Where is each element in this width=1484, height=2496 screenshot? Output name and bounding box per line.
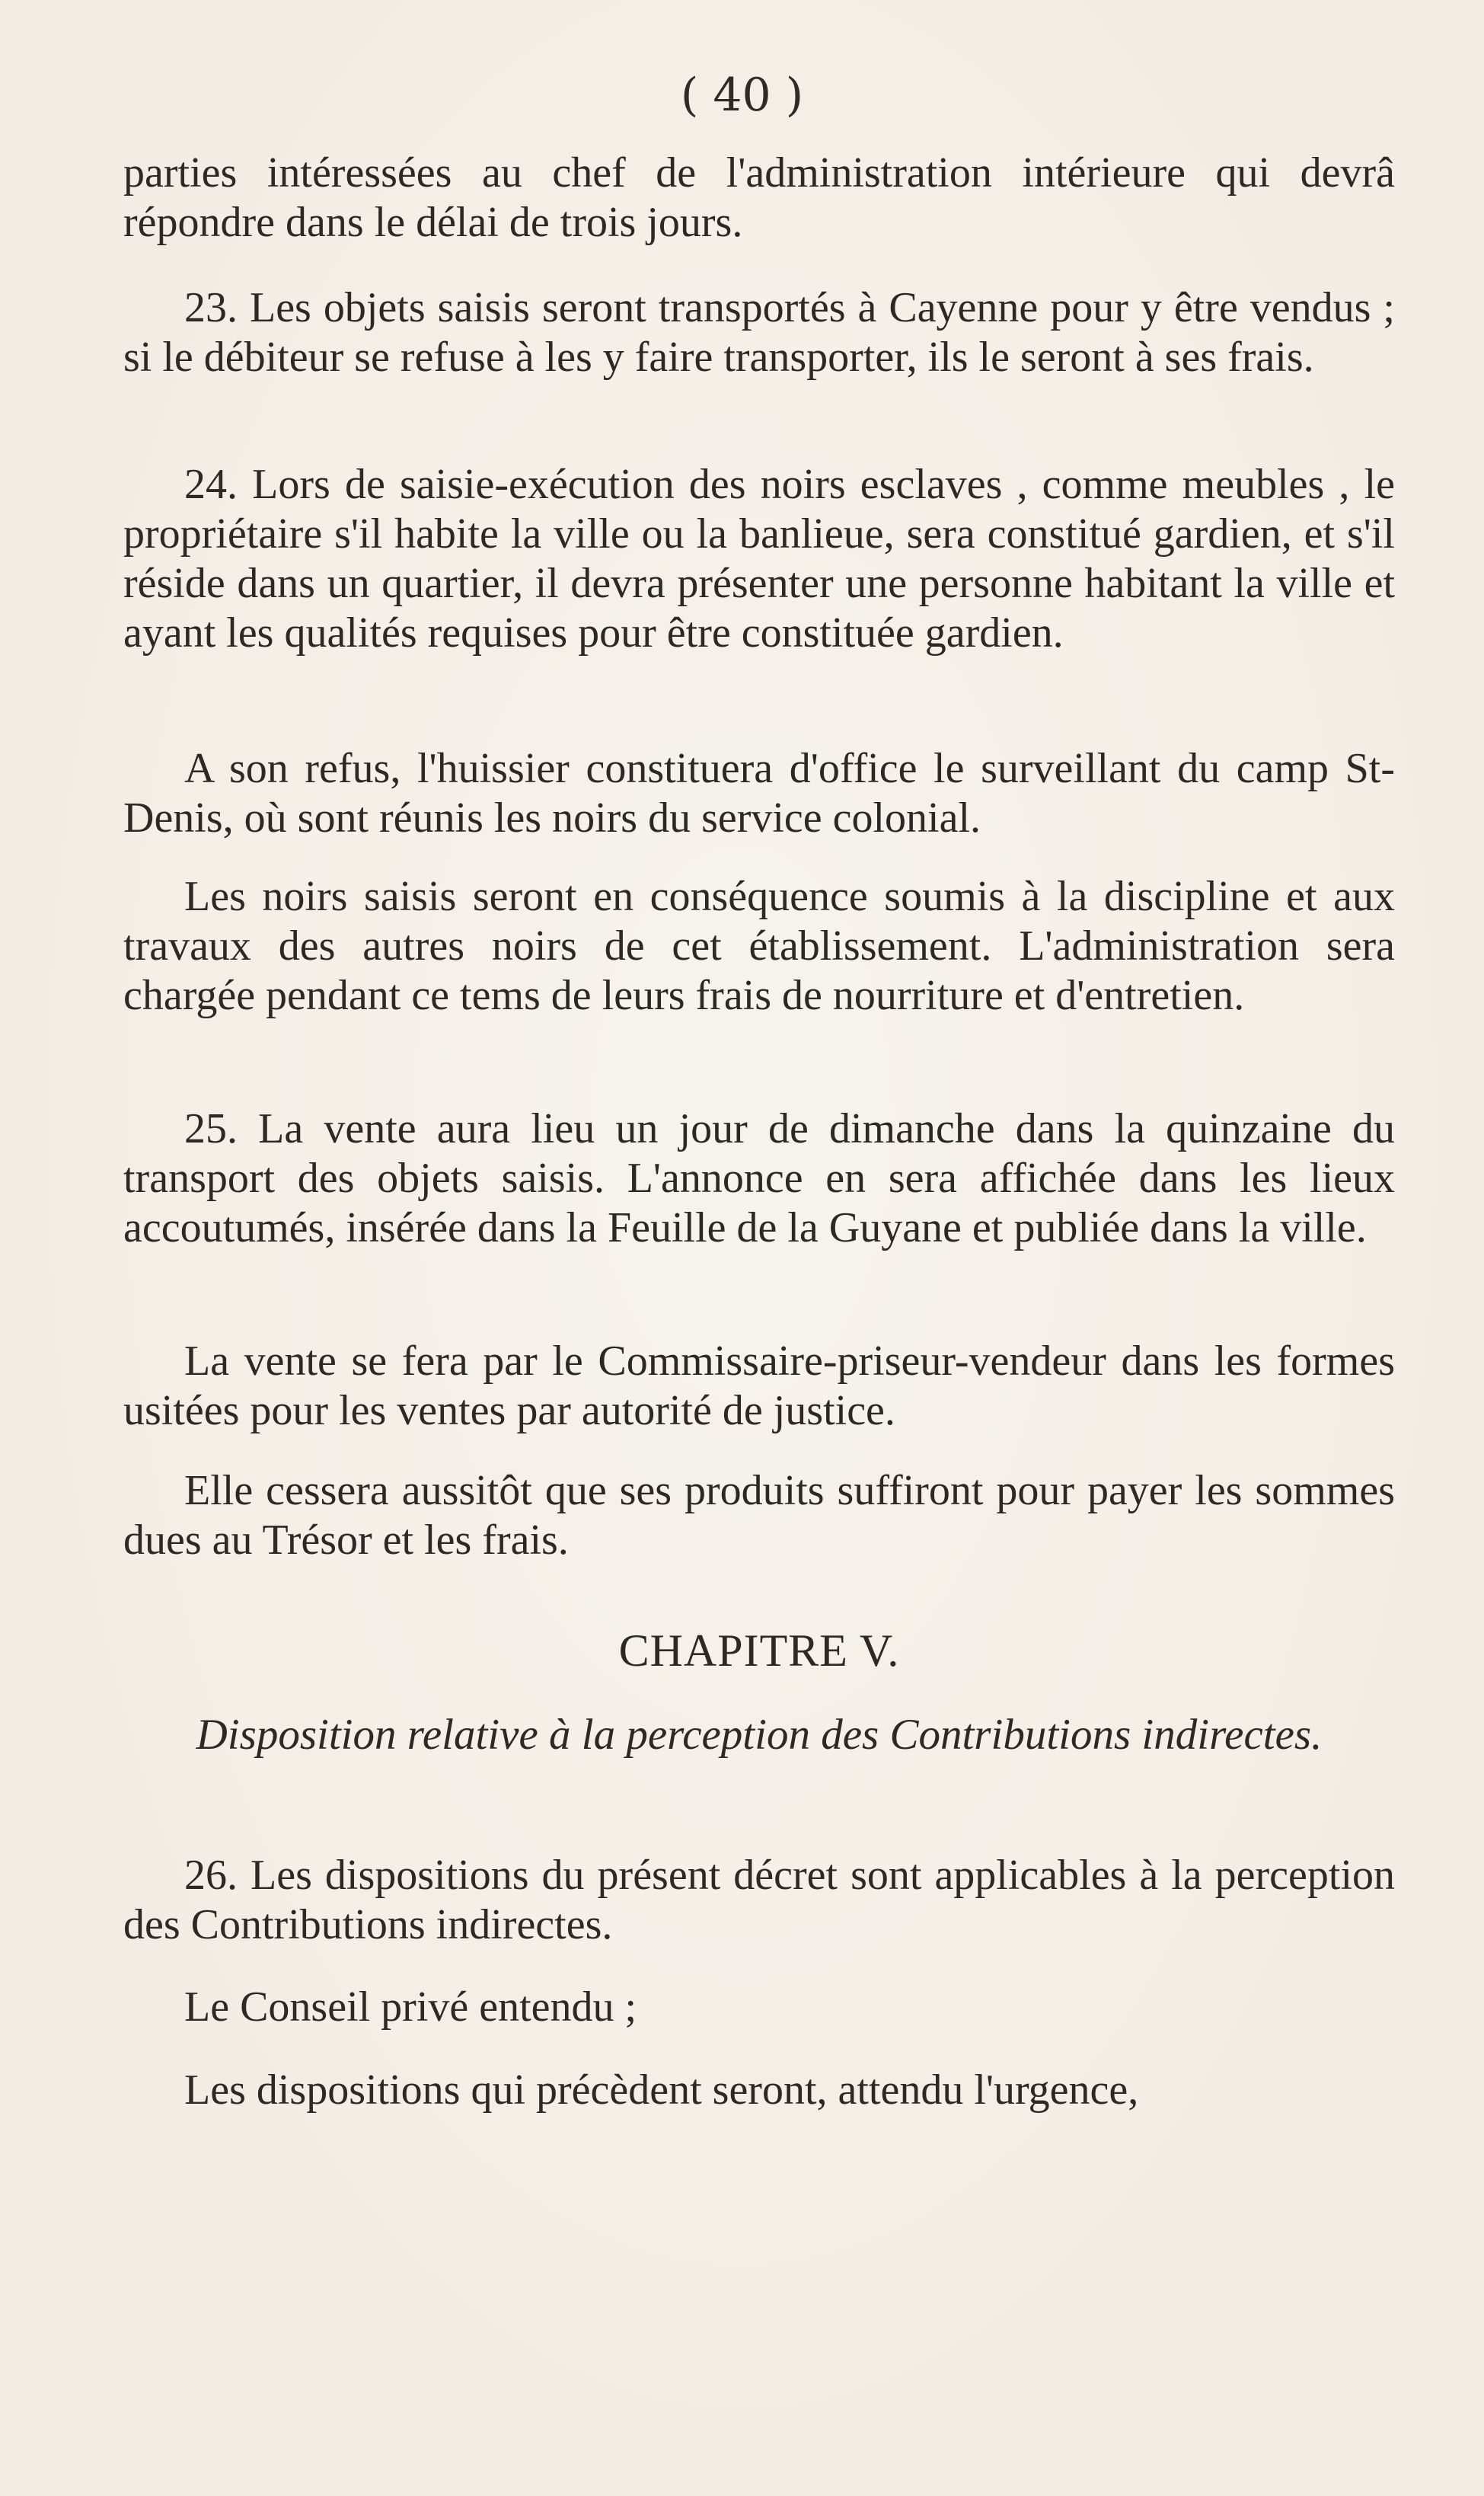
chapter-subtitle: Disposition relative à la perception des Contributions indirectes. [196,1711,1323,1759]
paragraph-continuation: parties intéressées au chef de l'administration intérieure qui devrâ répondre dans le délai de trois jours. [123,149,1395,246]
paragraph-article-23: 23. Les objets saisis seront transportés à Cayenne pour y être vendus ; si le débiteur se refuse à les y faire transporter, ils le seront à ses frais. [123,284,1395,381]
paragraph-final: Les dispositions qui précèdent seront, attendu l'urgence, [184,2066,1139,2114]
chapter-title: CHAPITRE V. [618,1625,900,1676]
paragraph-sale: La vente se fera par le Commissaire-priseur-vendeur dans les formes usitées pour les ventes par autorité de justice. [123,1337,1395,1434]
paragraph-discipline: Les noirs saisis seront en conséquence soumis à la discipline et aux travaux des autres noirs de cet établissement. L'administration sera chargée pendant ce tems de leurs frais de nourriture et d'entretien. [123,873,1395,1019]
paragraph-article-26: 26. Les dispositions du présent décret sont applicables à la perception des Contributions indirectes. [123,1852,1395,1948]
paragraph-refusal: A son refus, l'huissier constituera d'office le surveillant du camp St-Denis, où sont réunis les noirs du service colonial. [123,745,1395,842]
paragraph-article-25: 25. La vente aura lieu un jour de dimanche dans la quinzaine du transport des objets saisis. L'annonce en sera affichée dans les lieux accoutumés, insérée dans la Feuille de la Guyane et publiée dans la ville. [123,1105,1395,1251]
page-number: ( 40 ) [680,69,804,122]
paragraph-article-24: 24. Lors de saisie-exécution des noirs esclaves , comme meubles , le propriétaire s'il habite la ville ou la banlieue, sera constitué gardien, et s'il réside dans un quartier, il devra présenter une personne habitant la ville et ayant les qualités requises pour être constituée gardien. [123,461,1395,657]
paragraph-cessation: Elle cessera aussitôt que ses produits suffiront pour payer les sommes dues au Trésor et les frais. [123,1467,1395,1564]
paragraph-council: Le Conseil privé entendu ; [184,1983,637,2031]
